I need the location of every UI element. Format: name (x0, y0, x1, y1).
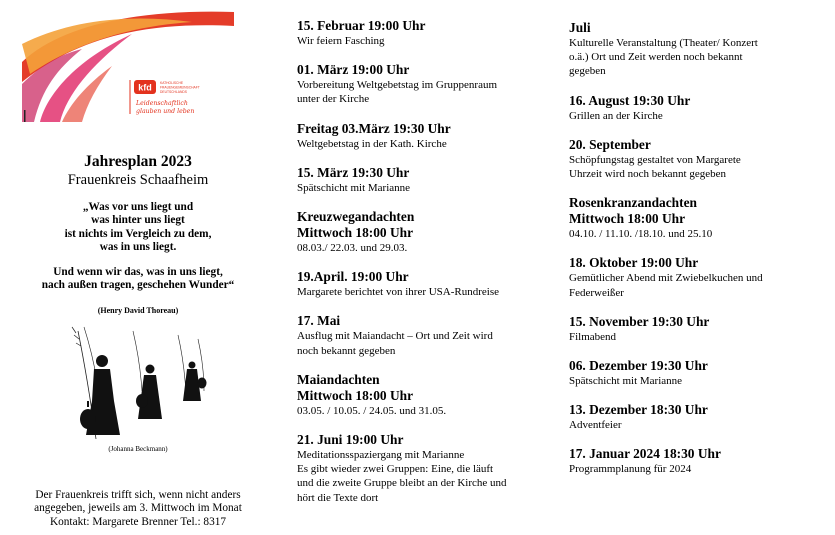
logo-slogan-line-2: glauben und leben (136, 108, 195, 115)
event-title: 15. Februar 19:00 Uhr (297, 18, 426, 33)
woman-figure-1 (80, 355, 120, 435)
event-title: 18. Oktober 19:00 Uhr (569, 255, 699, 271)
page-subtitle: Frauenkreis Schaafheim (67, 172, 209, 188)
event-description: Weltgebetstag in der Kath. Kirche (297, 137, 447, 150)
event-description: und die zweite Gruppe bleibt an der Kirche und (297, 477, 507, 490)
event-time: Mittwoch 18:00 Uhr (297, 225, 414, 241)
quote-line: nach außen tragen, geschehen Wunder“ (41, 279, 235, 292)
page-title: Jahresplan 2023 (84, 153, 192, 170)
event-description: Ausflug mit Maiandacht – Ort und Zeit wird (297, 330, 493, 343)
event-description: Uhrzeit wird noch bekannt gegeben (569, 168, 726, 181)
kfd-brand: kfd (138, 82, 152, 93)
event-item (297, 121, 537, 151)
left-column (22, 152, 254, 453)
event-title: 15. März 19:30 Uhr (297, 164, 410, 180)
events-column-right (569, 20, 799, 491)
quote-line: „Was vor uns liegt und (82, 201, 194, 213)
quote-author: (Henry David Thoreau) (97, 305, 179, 315)
kfd-logo (22, 4, 234, 122)
women-silhouette-graphic (58, 321, 218, 441)
logo-org-line-3: DEUTSCHLANDS (160, 90, 187, 94)
event-title: Freitag 03.März 19:30 Uhr (297, 120, 451, 136)
event-item (297, 269, 537, 299)
event-description: Programmplanung für 2024 (569, 463, 692, 476)
event-description: Spätschicht mit Marianne (569, 375, 683, 388)
event-title: Kreuzwegandachten (297, 209, 415, 225)
event-description: Vorbereitung Weltgebetstag im Gruppenraum (297, 79, 498, 92)
event-title: 20. September (569, 136, 651, 152)
event-title: Maiandachten (297, 371, 380, 387)
woman-figure-2 (136, 364, 162, 419)
event-title: 15. November 19:30 Uhr (569, 313, 710, 329)
event-item (297, 209, 537, 255)
event-title: 17. Mai (297, 313, 341, 329)
event-description: gegeben (569, 65, 606, 78)
event-item (297, 62, 537, 106)
event-item (297, 432, 537, 505)
event-item (569, 446, 799, 476)
event-description: Kulturelle Veranstaltung (Theater/ Konzert (569, 37, 758, 49)
event-description: 04.10. / 11.10. /18.10. und 25.10 (569, 228, 713, 241)
event-title: Juli (569, 20, 591, 35)
event-description: Grillen an der Kirche (569, 109, 663, 122)
meeting-info-line: angegeben, jeweils am 3. Mittwoch im Monat (34, 502, 242, 515)
event-item (297, 165, 537, 195)
event-description: Federweißer (569, 286, 624, 299)
event-description: Spätschicht mit Marianne (297, 181, 411, 194)
kfd-badge (134, 80, 200, 115)
event-item (569, 314, 799, 344)
event-description: o.ä.) Ort und Zeit werden noch bekannt (569, 51, 743, 64)
logo-slogan-line-1: Leidenschaftlich (136, 100, 188, 107)
event-title: 17. Januar 2024 18:30 Uhr (569, 446, 721, 462)
event-description: Es gibt wieder zwei Gruppen: Eine, die läuft (297, 463, 494, 476)
event-description: noch bekannt gegeben (297, 344, 396, 357)
event-description: Filmabend (569, 330, 617, 343)
event-item (569, 137, 799, 181)
event-item (297, 18, 537, 48)
logo-org-line-1: KATHOLISCHE (160, 81, 184, 85)
logo-org-line-2: FRAUENGEMEINSCHAFT (160, 85, 200, 90)
kfd-logo-graphic (22, 4, 234, 122)
events-column-middle (297, 18, 537, 519)
event-description: Meditationsspaziergang mit Marianne (297, 449, 465, 462)
event-title: 19.April. 19:00 Uhr (297, 269, 409, 285)
event-description: Wir feiern Fasching (297, 35, 385, 47)
meeting-info (22, 489, 254, 529)
event-description: Margarete berichtet von ihrer USA-Rundreise (297, 286, 500, 299)
event-title: Rosenkranzandachten (569, 195, 697, 211)
event-description: 03.05. / 10.05. / 24.05. und 31.05. (297, 404, 447, 417)
quote-line: ist nichts im Vergleich zu dem, (64, 227, 212, 240)
meeting-info-line: Der Frauenkreis trifft sich, wenn nicht anders (35, 489, 241, 501)
event-description: Schöpfungstag gestaltet von Margarete (569, 153, 741, 166)
event-item (569, 255, 799, 299)
quote-line: was in uns liegt. (99, 240, 177, 253)
event-time: Mittwoch 18:00 Uhr (569, 211, 686, 227)
illustration-credit: (Johanna Beckmann) (108, 444, 168, 453)
women-silhouette-illustration (58, 321, 218, 441)
event-description: hört die Texte dort (297, 491, 379, 504)
contact-line: Kontakt: Margarete Brenner Tel.: 8317 (49, 515, 227, 528)
event-description: Gemütlicher Abend mit Zwiebelkuchen und (569, 272, 763, 285)
event-title: 21. Juni 19:00 Uhr (297, 432, 404, 448)
event-item (569, 358, 799, 388)
event-description: unter der Kirche (297, 93, 370, 106)
event-title: 13. Dezember 18:30 Uhr (569, 402, 708, 418)
quote-line: was hinter uns liegt (91, 214, 185, 227)
event-item (569, 195, 799, 241)
event-item (297, 313, 537, 357)
quote-part-1 (22, 201, 254, 254)
event-item (297, 372, 537, 418)
event-title: 16. August 19:30 Uhr (569, 92, 691, 108)
event-time: Mittwoch 18:00 Uhr (297, 387, 414, 403)
event-title: 01. März 19:00 Uhr (297, 62, 410, 78)
quote-part-2 (22, 266, 254, 293)
event-item (569, 93, 799, 123)
event-title: 06. Dezember 19:30 Uhr (569, 358, 708, 374)
event-item (569, 402, 799, 432)
event-item (569, 20, 799, 79)
event-description: 08.03./ 22.03. und 29.03. (297, 242, 408, 255)
quote-line: Und wenn wir das, was in uns liegt, (53, 266, 223, 279)
event-description: Adventfeier (569, 419, 622, 432)
